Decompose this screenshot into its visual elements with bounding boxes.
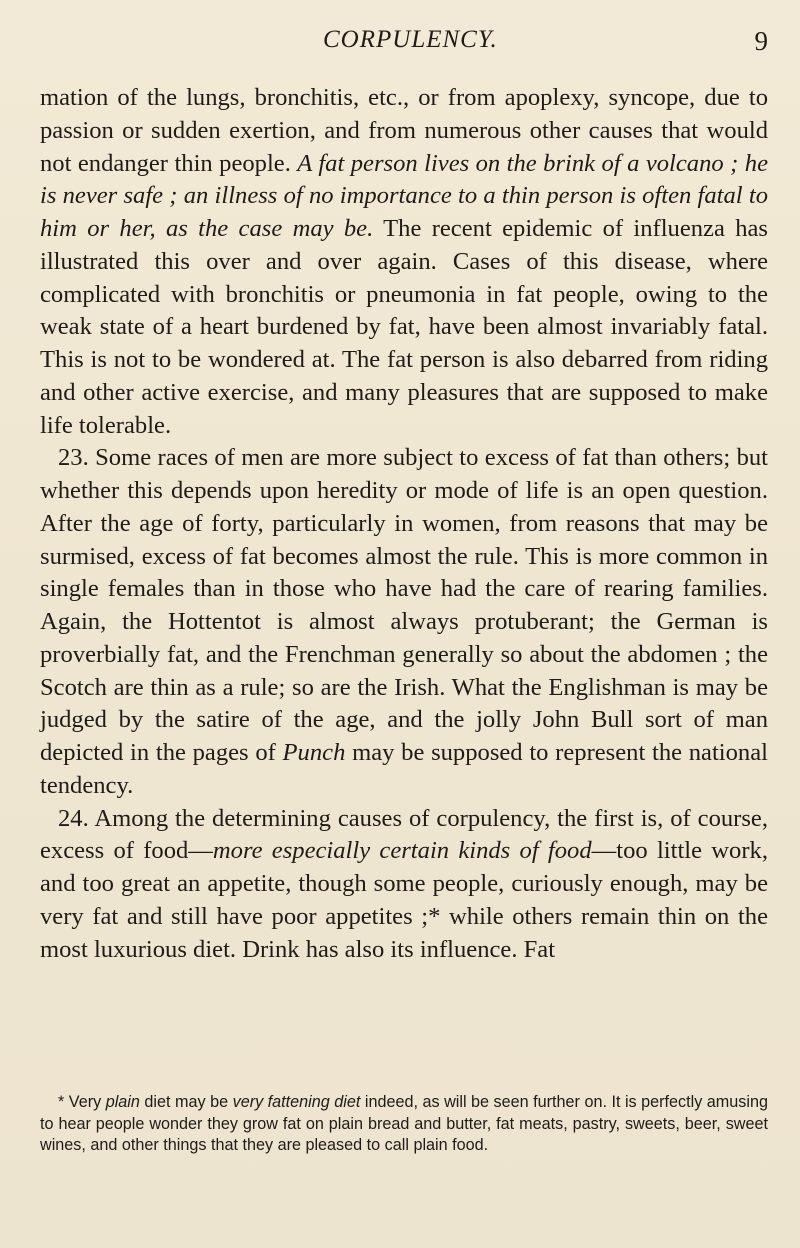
paragraph-24-text-a: 24. Among the determining causes of corpulency, the first is, of course, excess of food— bbox=[40, 804, 768, 865]
footnote-text-e: indeed, as will be seen further on. It is perfectly amusing to hear people wonder they grow fat on plain bread and butter, fat meats, pastry, sweets, beer, sweet wines, and other things that they are pleased to call plain food. bbox=[40, 1093, 768, 1155]
paragraph-24-italic: more especially certain kinds of food bbox=[212, 837, 592, 865]
footnote-text-a: * Very bbox=[58, 1093, 106, 1111]
footnote-italic-d: very fattening diet bbox=[232, 1093, 361, 1111]
footnote-paragraph bbox=[40, 1092, 768, 1157]
body-text bbox=[40, 82, 768, 966]
footnote-text-c: diet may be bbox=[139, 1093, 233, 1111]
paragraph-23-italic: Punch bbox=[282, 739, 346, 766]
paragraph-23 bbox=[40, 442, 768, 802]
paragraph-1-italic: A fat person lives on the brink of a volcano ; he is never safe ; an illness of no importance to a thin person is often fatal to him or her, as the case may be. bbox=[40, 149, 768, 242]
page-number: 9 bbox=[754, 26, 768, 56]
paragraph-1 bbox=[40, 82, 768, 442]
paragraph-23-text-c: may be supposed to represent the national tendency. bbox=[40, 739, 768, 799]
running-title: CORPULENCY. bbox=[323, 26, 498, 53]
paragraph-24 bbox=[40, 803, 768, 967]
footnote bbox=[40, 1092, 768, 1157]
paragraph-1-text-a: mation of the lungs, bronchitis, etc., or from apoplexy, syncope, due to passion or sudden exertion, and from numerous other causes that would not endanger thin people. bbox=[40, 84, 768, 177]
paragraph-1-text-c: The recent epidemic of influenza has illustrated this over and over again. Cases of this disease, where complicated with bronchitis or pneumonia in fat people, owing to the weak state of a heart burdened by fat, have been almost invariably fatal. This is not to be wondered at. The fat person is also debarred from riding and other active exercise, and many pleasures that are supposed to make life tolerable. bbox=[40, 215, 769, 439]
page-header bbox=[40, 26, 768, 66]
footnote-italic-b: plain bbox=[105, 1093, 140, 1111]
paragraph-23-text-a: 23. Some races of men are more subject to excess of fat than others; but whether this depends upon heredity or mode of life is an open question. After the age of forty, particularly in women, from reasons that may be surmised, excess of fat becomes almost the rule. This is more common in single females than in those who have had the care of rearing families. Again, the Hottentot is almost always protuberant; the German is proverbially fat, and the Frenchman generally so about the abdomen ; the Scotch are thin as a rule; so are the Irish. What the Englishman is may be judged by the satire of the age, and the jolly John Bull sort of man depicted in the pages of bbox=[40, 444, 768, 766]
paragraph-24-text-c: —too little work, and too great an appetite, though some people, curiously enough, may be very fat and still have poor appetites ;* while others remain thin on the most luxurious diet. Drink has also its influence. Fat bbox=[40, 837, 768, 963]
